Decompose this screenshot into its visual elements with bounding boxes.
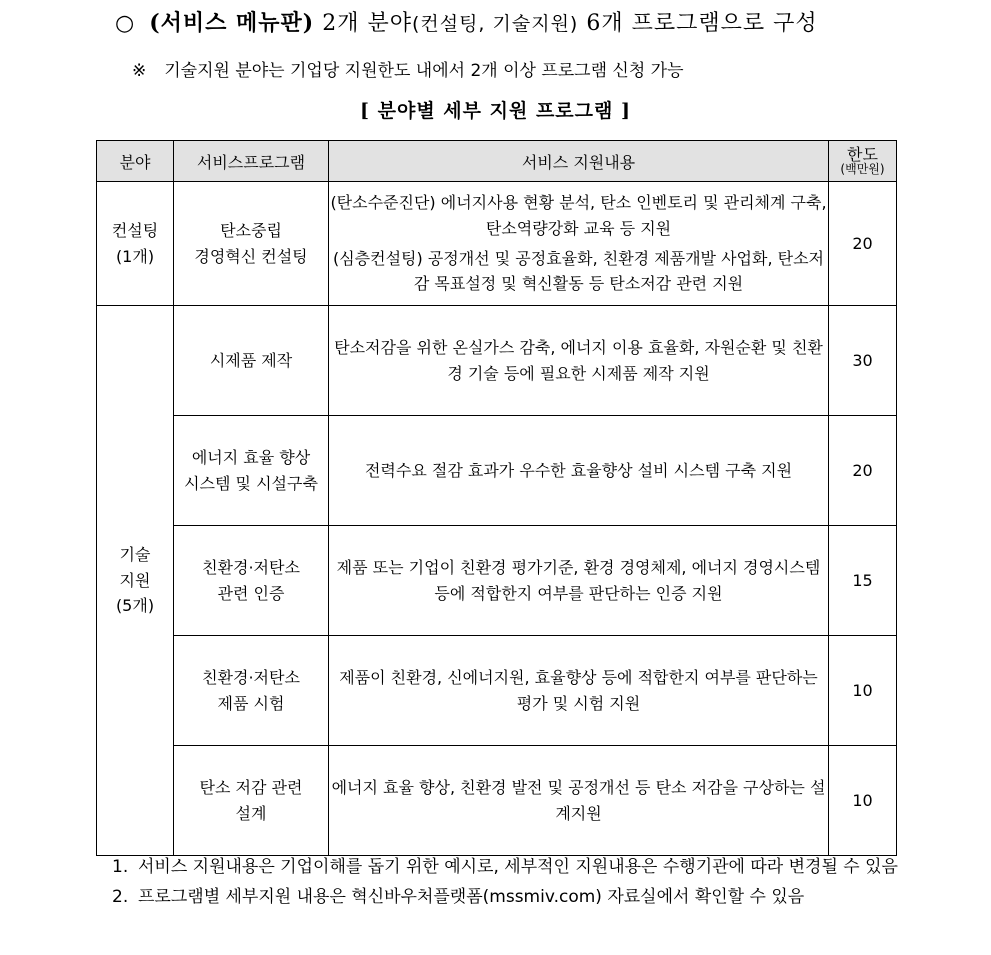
table-row [97, 306, 897, 416]
program-name: 친환경·저탄소 [202, 557, 300, 577]
content-cell [329, 416, 829, 526]
field-label-line2: 지원 [119, 570, 151, 590]
limit-cell: 10 [829, 636, 897, 746]
program-name: 친환경·저탄소 [202, 667, 300, 687]
content-text: (심층컨설팅) 공정개선 및 공정효율화, 친환경 제품개발 사업화, 탄소저감 목표설정 및 혁신활동 등 탄소저감 관련 지원 [332, 248, 825, 294]
limit-cell: 10 [829, 746, 897, 856]
field-label: 기술 [119, 545, 151, 565]
footnote-text: 서비스 지원내용은 기업이해를 돕기 위한 예시로, 세부적인 지원내용은 수행기관에 따라 변경될 수 있음 [138, 857, 898, 877]
content-text: 에너지 효율 향상, 친환경 발전 및 공정개선 등 탄소 저감을 구상하는 설계지원 [331, 777, 826, 823]
circle-bullet-icon: ○ [115, 11, 136, 36]
program-name: 에너지 효율 향상 [191, 447, 311, 467]
note-line [132, 56, 684, 81]
field-cell-consulting [97, 182, 174, 306]
program-cell [174, 636, 329, 746]
program-name-line2: 시스템 및 시설구축 [184, 473, 318, 493]
footnote-number: 2. [112, 886, 129, 907]
header-limit-label: 한도 [847, 145, 878, 164]
field-label: 컨설팅 [111, 220, 159, 240]
header-field: 분야 [97, 141, 174, 182]
heading-text: 2개 분야 [314, 11, 412, 36]
section-heading [115, 6, 818, 37]
heading-paren-text: (컨설팅, 기술지원) [411, 13, 579, 35]
content-cell [329, 306, 829, 416]
content-cell [329, 526, 829, 636]
table-row [97, 636, 897, 746]
program-cell [174, 746, 329, 856]
limit-cell: 30 [829, 306, 897, 416]
header-program: 서비스프로그램 [174, 141, 329, 182]
table-title: [ 분야별 세부 지원 프로그램 ] [360, 100, 631, 122]
header-limit [829, 141, 897, 182]
footnote-number: 1. [112, 857, 129, 877]
header-content: 서비스 지원내용 [329, 141, 829, 182]
field-cell-tech-support [97, 306, 174, 856]
program-name: 시제품 제작 [209, 350, 293, 370]
footnotes [112, 853, 902, 913]
program-name-line2: 경영혁신 컨설팅 [194, 246, 308, 266]
footnote-item [112, 853, 902, 883]
footnote-text: 프로그램별 세부지원 내용은 혁신바우처플랫폼(mssmiv.com) 자료실에서 확인할 수 있음 [138, 886, 805, 907]
note-text: 기술지원 분야는 기업당 지원한도 내에서 2개 이상 프로그램 신청 가능 [164, 61, 684, 81]
content-cell [329, 746, 829, 856]
program-name-line2: 제품 시험 [217, 693, 285, 713]
field-count: (1개) [115, 246, 155, 266]
program-table [96, 140, 897, 856]
footnote-item [112, 883, 902, 913]
program-cell [174, 182, 329, 306]
table-header-row [97, 141, 897, 182]
heading-tail-text: 6개 프로그램으로 구성 [578, 11, 818, 36]
content-text: 제품 또는 기업이 친환경 평가기준, 환경 경영체제, 에너지 경영시스템 등에 적합한지 여부를 판단하는 인증 지원 [336, 557, 821, 603]
content-cell [329, 636, 829, 746]
table-row [97, 526, 897, 636]
program-name-line2: 설계 [235, 803, 267, 823]
program-name: 탄소 저감 관련 [199, 777, 303, 797]
field-count: (5개) [115, 596, 155, 616]
program-name-line2: 관련 인증 [217, 583, 285, 603]
table-row [97, 746, 897, 856]
header-limit-unit: (백만원) [840, 162, 885, 176]
limit-cell: 20 [829, 182, 897, 306]
content-cell [329, 182, 829, 306]
table-row [97, 416, 897, 526]
program-cell [174, 306, 329, 416]
limit-cell: 15 [829, 526, 897, 636]
content-text: 전력수요 절감 효과가 우수한 효율향상 설비 시스템 구축 지원 [364, 460, 793, 480]
program-name: 탄소중립 [220, 220, 282, 240]
limit-cell: 20 [829, 416, 897, 526]
program-cell [174, 526, 329, 636]
heading-bold-label: (서비스 메뉴판) [149, 10, 315, 36]
content-text: (탄소수준진단) 에너지사용 현황 분석, 탄소 인벤토리 및 관리체계 구축, 탄소역량강화 교육 등 지원 [330, 193, 827, 238]
content-text: 제품이 친환경, 신에너지원, 효율향상 등에 적합한지 여부를 판단하는 평가 및 시험 지원 [339, 667, 818, 713]
reference-mark-icon: ※ [132, 61, 147, 81]
table-row [97, 182, 897, 306]
program-cell [174, 416, 329, 526]
content-text: 탄소저감을 위한 온실가스 감축, 에너지 이용 효율화, 자원순환 및 친환경 기술 등에 필요한 시제품 제작 지원 [334, 337, 823, 383]
